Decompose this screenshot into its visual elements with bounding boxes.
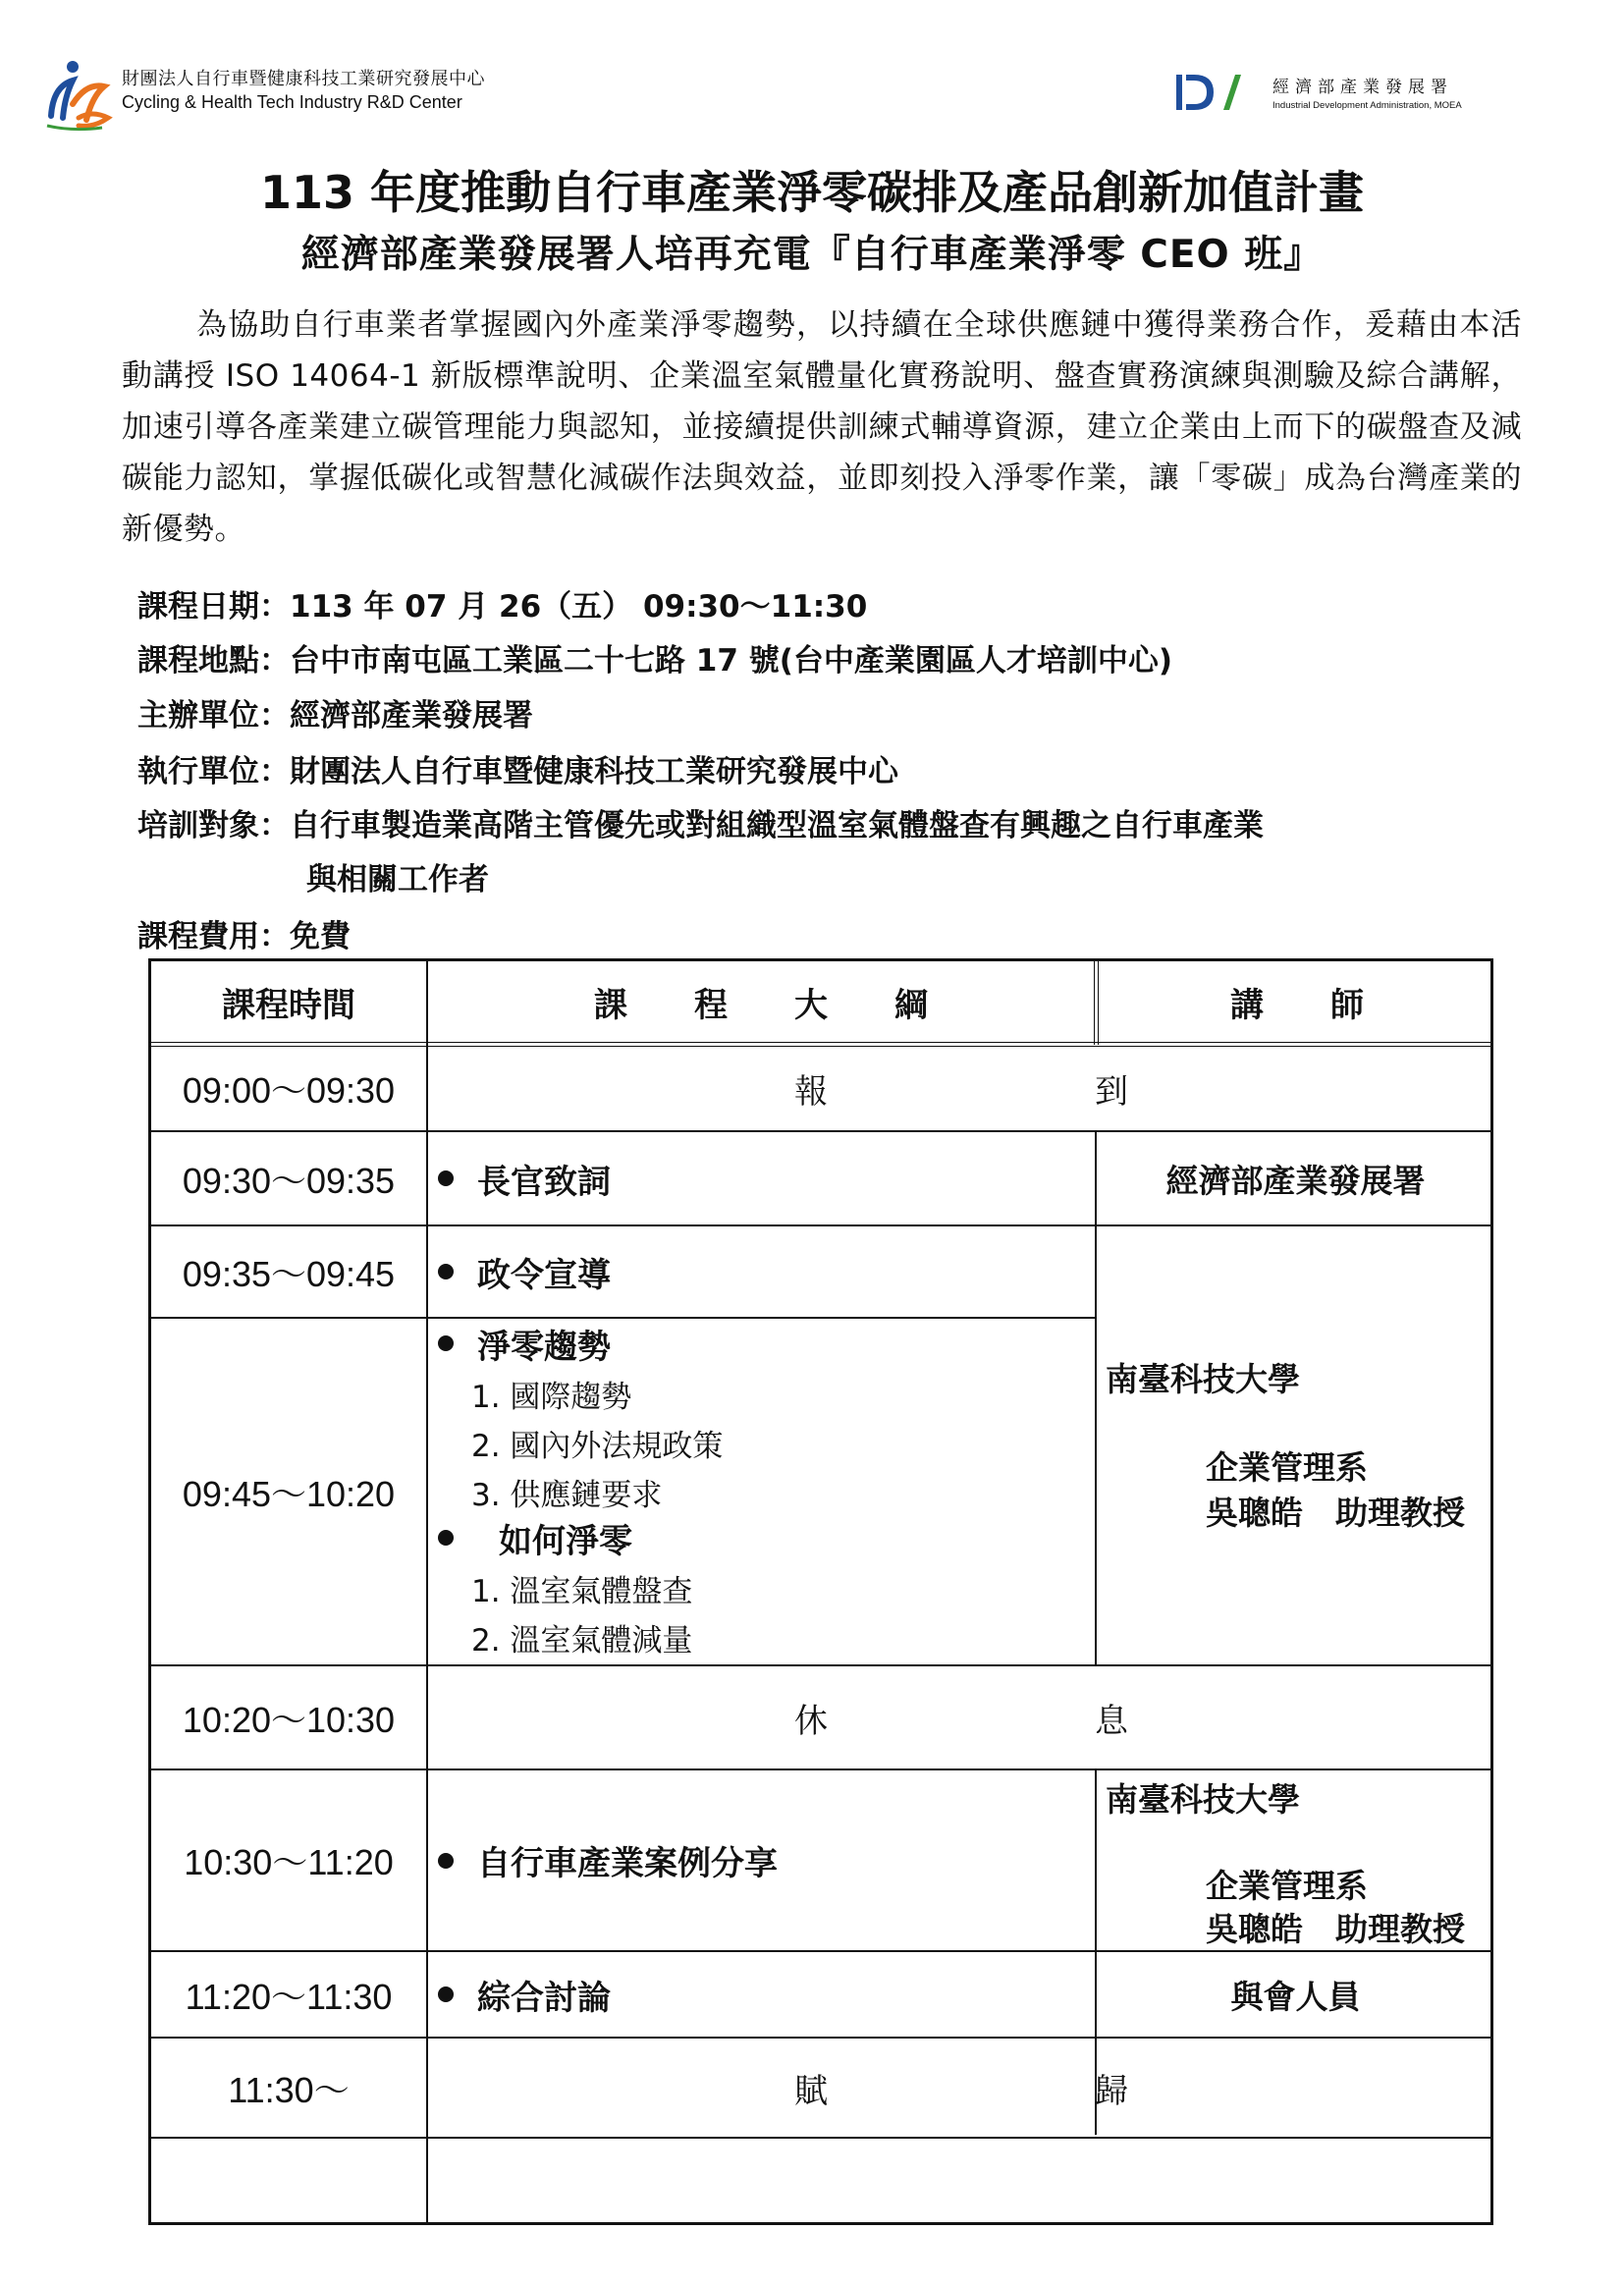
course-target: 培訓對象：自行車製造業高階主管優先或對組織型溫室氣體盤查有興趣之自行車產業 bbox=[137, 808, 1264, 843]
row6-time: 10:30～11:20 bbox=[184, 1842, 394, 1882]
row3-item: 政令宣導 bbox=[438, 1226, 611, 1317]
bullet-icon bbox=[438, 1264, 454, 1279]
course-target-cont: 與相關工作者 bbox=[306, 862, 489, 898]
row4-sub4: 1. 溫室氣體盤查 bbox=[471, 1574, 693, 1609]
cycling-center-header bbox=[43, 57, 495, 136]
row8-content: 賦 歸 bbox=[794, 2071, 1128, 2111]
row4-lecturer-school: 南臺科技大學 bbox=[1106, 1360, 1300, 1398]
row4-item2: 如何淨零 bbox=[438, 1515, 632, 1560]
row5-content: 休 息 bbox=[794, 1701, 1128, 1741]
row6-lecturer-dept: 企業管理系 bbox=[1206, 1867, 1368, 1905]
row4-lecturer-name: 吳聰皓 助理教授 bbox=[1206, 1494, 1465, 1532]
ida-name-zh: 經濟部產業發展署 bbox=[1272, 78, 1453, 97]
row5-time: 10:20～10:30 bbox=[182, 1699, 396, 1740]
course-fee: 課程費用：免費 bbox=[137, 919, 351, 954]
bullet-icon bbox=[438, 1170, 454, 1186]
document-subtitle: 經濟部產業發展署人培再充電『自行車產業淨零 CEO 班』 bbox=[300, 233, 1324, 277]
ida-header bbox=[1174, 63, 1597, 122]
row7-time: 11:20～11:30 bbox=[185, 1976, 393, 2017]
row4-sub5: 2. 溫室氣體減量 bbox=[471, 1623, 693, 1659]
header-outline: 課 程 大 綱 bbox=[594, 985, 928, 1025]
bullet-icon bbox=[438, 1530, 454, 1546]
ida-logo-icon bbox=[1174, 71, 1249, 114]
header-lecturer: 講 師 bbox=[1230, 985, 1364, 1025]
row7-lecturer: 與會人員 bbox=[1230, 1977, 1361, 2016]
row3-time: 09:35～09:45 bbox=[182, 1253, 396, 1294]
org-name-zh: 財團法人自行車暨健康科技工業研究發展中心 bbox=[122, 69, 485, 89]
row4-sub3: 3. 供應鏈要求 bbox=[471, 1478, 663, 1513]
row6-lecturer-school: 南臺科技大學 bbox=[1106, 1780, 1300, 1819]
course-date: 課程日期：113 年 07 月 26（五） 09:30～11:30 bbox=[137, 589, 868, 625]
row4-lecturer-dept: 企業管理系 bbox=[1206, 1448, 1368, 1487]
header-time: 課程時間 bbox=[222, 985, 355, 1025]
row4-sub1: 1. 國際趨勢 bbox=[471, 1380, 632, 1415]
document-title: 113 年度推動自行車產業淨零碳排及產品創新加值計畫 bbox=[259, 166, 1365, 219]
course-executor: 執行單位：財團法人自行車暨健康科技工業研究發展中心 bbox=[137, 754, 898, 789]
org-name-en: Cycling & Health Tech Industry R&D Center bbox=[122, 92, 462, 112]
row1-content: 報 到 bbox=[794, 1072, 1128, 1112]
row7-item: 綜合討論 bbox=[438, 1952, 611, 2037]
row6-item: 自行車產業案例分享 bbox=[438, 1770, 778, 1950]
row2-item: 長官致詞 bbox=[438, 1132, 611, 1224]
bullet-icon bbox=[438, 1986, 454, 2002]
course-location: 課程地點：台中市南屯區工業區二十七路 17 號(台中產業園區人才培訓中心) bbox=[137, 643, 1173, 679]
schedule-table bbox=[148, 958, 1493, 2225]
row2-time: 09:30～09:35 bbox=[182, 1160, 396, 1201]
row1-time: 09:00～09:30 bbox=[182, 1070, 396, 1111]
row4-item1: 淨零趨勢 bbox=[438, 1321, 611, 1366]
row6-lecturer-name: 吳聰皓 助理教授 bbox=[1206, 1910, 1465, 1948]
bullet-icon bbox=[438, 1853, 454, 1869]
course-organizer: 主辦單位：經濟部產業發展署 bbox=[137, 698, 533, 734]
bullet-icon bbox=[438, 1335, 454, 1351]
row2-lecturer: 經濟部產業發展署 bbox=[1165, 1161, 1426, 1200]
cycling-center-logo-icon bbox=[43, 57, 114, 136]
intro-paragraph: 為協助自行車業者掌握國內外產業淨零趨勢，以持續在全球供應鏈中獲得業務合作，爰藉由本活動講授 ISO 14064-1 新版標準說明、企業溫室氣體量化實務說明、盤查實務演練與測驗及綜合講解，加速引導各產業建立碳管理能力與認知，並接續提供訓練式輔導資源，建立企業由上而下的碳盤查及減碳能力認知，掌握低碳化或智慧化減碳作法與效益，並即刻投入淨零作業，讓「零碳」成為台灣產業的新優勢。 bbox=[122, 307, 1522, 547]
row4-sub2: 2. 國內外法規政策 bbox=[471, 1429, 724, 1464]
ida-name-en: Industrial Development Administration, MOEA bbox=[1272, 100, 1462, 111]
row4-time: 09:45～10:20 bbox=[182, 1473, 396, 1514]
row8-time: 11:30～ bbox=[228, 2069, 350, 2110]
